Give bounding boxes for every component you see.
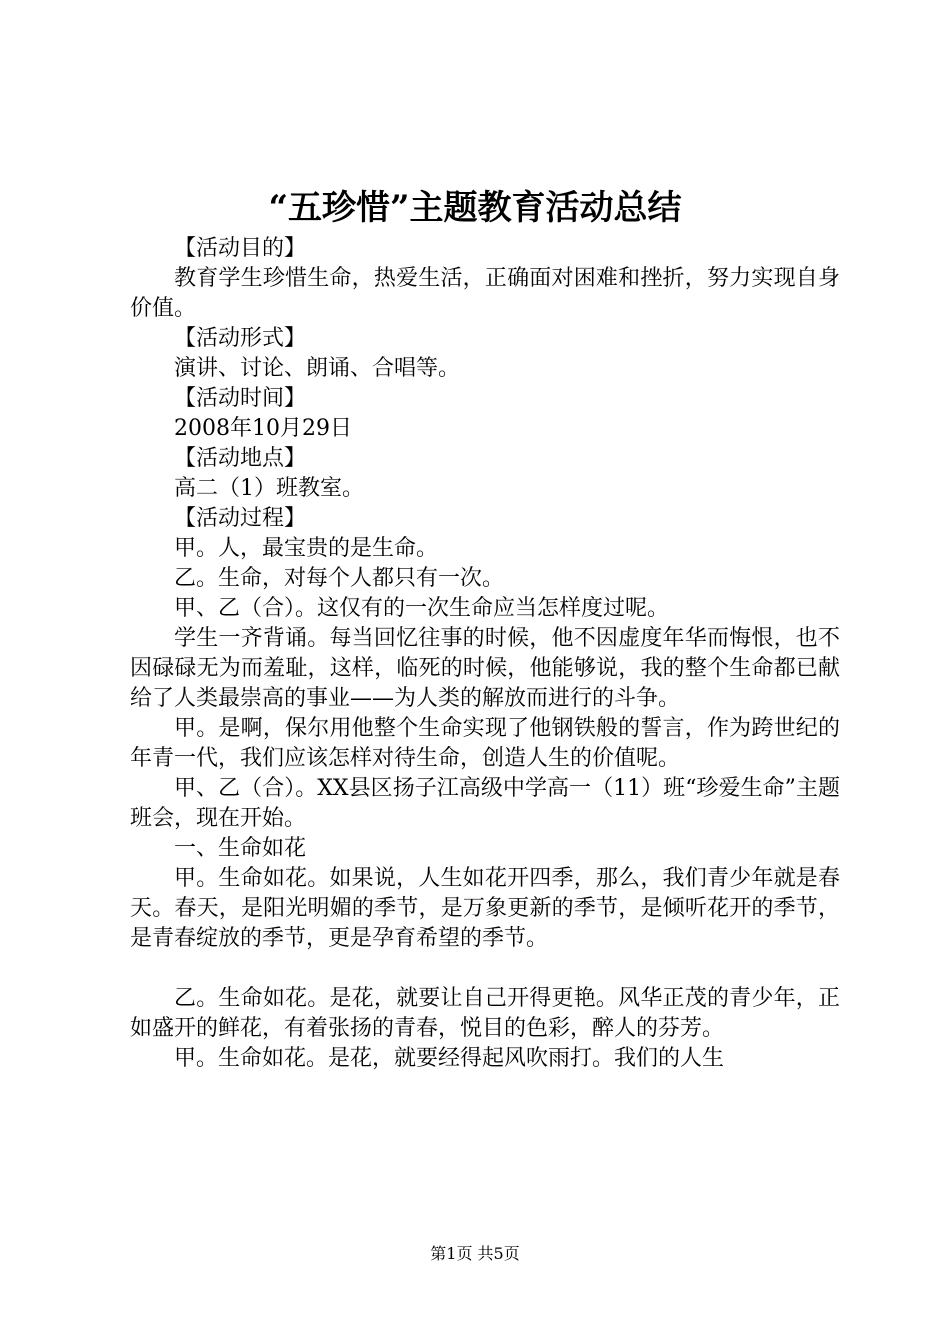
paragraph: 2008年10月29日 (174, 416, 352, 441)
paragraph: 甲、乙（合）。这仅有的一次生命应当怎样度过呢。 (174, 596, 670, 621)
section-heading-form: 【活动形式】 (174, 326, 307, 351)
document-body (130, 234, 840, 1074)
paragraph: 甲。人，最宝贵的是生命。 (174, 536, 439, 561)
section-heading-purpose: 【活动目的】 (174, 236, 307, 261)
paragraph: 甲。是啊，保尔用他整个生命实现了他钢铁般的誓言，作为跨世纪的年青一代，我们应该怎样对待生命，创造人生的价值呢。 (130, 716, 840, 771)
paragraph: 教育学生珍惜生命，热爱生活，正确面对困难和挫折，努力实现自身价值。 (130, 266, 840, 321)
section-heading-location: 【活动地点】 (174, 446, 307, 471)
paragraph: 乙。生命如花。是花，就要让自己开得更艳。风华正茂的青少年，正如盛开的鲜花，有着张扬的青春，悦目的色彩，醉人的芬芳。 (130, 986, 840, 1041)
paragraph: 甲。生命如花。如果说，人生如花开四季，那么，我们青少年就是春天。春天，是阳光明媚的季节，是万象更新的季节，是倾听花开的季节，是青春绽放的季节，更是孕育希望的季节。 (130, 866, 840, 951)
paragraph: 高二（1）班教室。 (174, 476, 364, 501)
section-heading-time: 【活动时间】 (174, 386, 307, 411)
section-heading-process: 【活动过程】 (174, 506, 307, 531)
paragraph: 演讲、讨论、朗诵、合唱等。 (174, 356, 461, 381)
subsection-heading: 一、生命如花 (174, 836, 307, 861)
paragraph: 甲、乙（合）。XX县区扬子江高级中学高一（11）班“珍爱生命”主题班会，现在开始。 (130, 776, 840, 831)
page-footer: 第1页 共5页 (430, 1244, 520, 1263)
page-title: “五珍惜”主题教育活动总结 (268, 188, 682, 228)
paragraph: 学生一齐背诵。每当回忆往事的时候，他不因虚度年华而悔恨，也不因碌碌无为而羞耻，这样，临死的时候，他能够说，我的整个生命都已献给了人类最崇高的事业——为人类的解放而进行的斗争。 (130, 626, 840, 711)
paragraph: 乙。生命，对每个人都只有一次。 (174, 566, 505, 591)
paragraph: 甲。生命如花。是花，就要经得起风吹雨打。我们的人生 (174, 1046, 725, 1071)
